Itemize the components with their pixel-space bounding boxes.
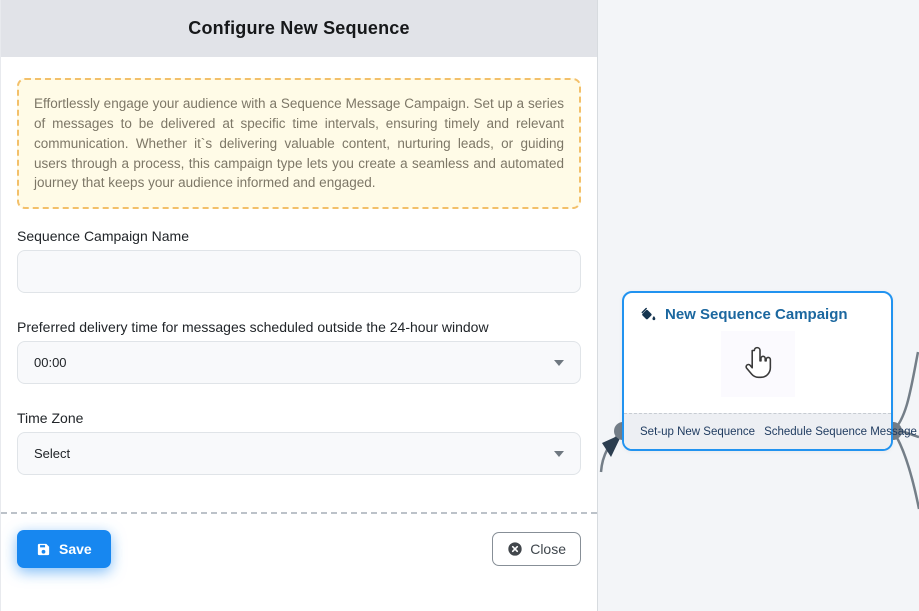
save-button[interactable] xyxy=(17,530,111,568)
node-footer xyxy=(624,413,917,449)
campaign-name-label: Sequence Campaign Name xyxy=(17,228,189,245)
time-zone-value: Select xyxy=(34,446,71,462)
panel-header xyxy=(1,0,597,57)
schedule-sequence-message-link[interactable]: Schedule Sequence Message xyxy=(764,425,917,438)
page-title: Configure New Sequence xyxy=(188,18,410,38)
chevron-down-icon xyxy=(554,360,564,366)
save-icon xyxy=(36,542,51,557)
close-button-label: Close xyxy=(530,541,566,557)
campaign-description-note: Effortlessly engage your audience with a Sequence Message Campaign. Set up a series of messages to be delivered at specific time intervals, ensuring timely and relevant communication. Whether it`s delivering valuable content, nurturing leads, or guiding users through a process, this campaign type lets you create a seamless and automated journey that keeps your audience informed and engaged. xyxy=(17,78,581,209)
delivery-time-select[interactable] xyxy=(17,341,581,384)
close-circle-icon xyxy=(507,541,523,557)
flow-canvas[interactable] xyxy=(598,0,919,611)
node-body xyxy=(624,323,891,405)
save-button-label: Save xyxy=(59,541,92,557)
hand-pointer-icon xyxy=(721,331,795,397)
panel-footer xyxy=(1,512,597,568)
panel-body xyxy=(1,78,597,475)
node-header xyxy=(624,293,891,323)
setup-new-sequence-link[interactable]: Set-up New Sequence xyxy=(640,425,756,438)
chevron-down-icon xyxy=(554,451,564,457)
close-button[interactable] xyxy=(492,532,581,566)
campaign-name-input[interactable] xyxy=(17,250,581,293)
sequence-campaign-node[interactable] xyxy=(622,291,917,451)
node-title: New Sequence Campaign xyxy=(665,306,848,323)
time-zone-label: Time Zone xyxy=(17,410,84,427)
fill-drip-icon xyxy=(640,306,657,323)
delivery-time-value: 00:00 xyxy=(34,355,67,371)
time-zone-select[interactable] xyxy=(17,432,581,475)
delivery-time-label: Preferred delivery time for messages scheduled outside the 24-hour window xyxy=(17,319,489,336)
